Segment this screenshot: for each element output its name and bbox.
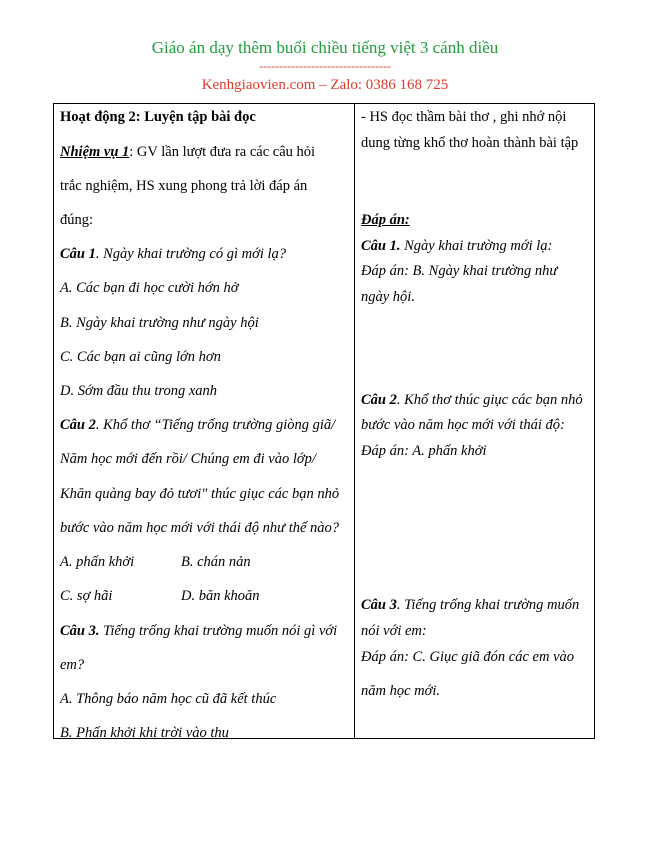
- question-2-option-a: A. phấn khởi: [60, 554, 135, 570]
- header-divider: ---------------------------------: [259, 59, 391, 73]
- question-3-label: Câu 3.: [60, 623, 100, 639]
- column-divider: [354, 103, 355, 739]
- answer-1: [361, 237, 552, 255]
- task-line-1: [60, 143, 315, 161]
- answer-1-label: Câu 1.: [361, 238, 401, 254]
- question-3: [60, 622, 337, 640]
- student-intro-2: dung từng khổ thơ hoàn thành bài tập: [361, 135, 579, 151]
- task-text-3: đúng:: [60, 212, 94, 228]
- question-1-option-a: A. Các bạn đi học cười hớn hở: [60, 280, 239, 296]
- question-2-line-2: Năm học mới đến rồi/ Chúng em đi vào lớp/: [60, 451, 316, 467]
- answer-1-key-2: ngày hội.: [361, 289, 415, 305]
- question-3-line-2: em?: [60, 657, 85, 673]
- answer-1-key-1: Đáp án: B. Ngày khai trường như: [361, 263, 558, 279]
- question-1-option-b: B. Ngày khai trường như ngày hội: [60, 315, 259, 331]
- activity-title: Hoạt động 2: Luyện tập bài đọc: [60, 109, 256, 125]
- header-contact: Kenhgiaovien.com – Zalo: 0386 168 725: [201, 77, 449, 93]
- question-3-line-1: Tiếng trống khai trường muốn nói gì với: [99, 623, 338, 639]
- answer-3-text-1: . Tiếng trống khai trường muốn: [396, 597, 580, 613]
- question-2-line-4: bước vào năm học mới với thái độ như thế nào?: [60, 520, 340, 536]
- question-1-option-c: C. Các bạn ai cũng lớn hơn: [60, 349, 221, 365]
- task-label: Nhiệm vụ 1: [60, 144, 130, 160]
- question-2-option-d: D. băn khoăn: [181, 588, 260, 604]
- question-1-label: Câu 1: [60, 246, 96, 262]
- answer-3-text-2: nói với em:: [361, 623, 427, 639]
- answer-heading: Đáp án:: [361, 212, 410, 228]
- question-1-text: . Ngày khai trường có gì mới lạ?: [95, 246, 286, 262]
- task-text-2: trắc nghiệm, HS xung phong trả lời đáp án: [60, 178, 308, 194]
- answer-2-key: Đáp án: A. phấn khởi: [361, 443, 487, 459]
- answer-3: [361, 596, 579, 614]
- question-2-label: Câu 2: [60, 417, 96, 433]
- answer-3-label: Câu 3: [361, 597, 397, 613]
- student-intro-1: - HS đọc thầm bài thơ , ghi nhớ nội: [361, 109, 567, 125]
- answer-3-key-1: Đáp án: C. Giục giã đón các em vào: [361, 649, 575, 665]
- answer-1-text: Ngày khai trường mới lạ:: [400, 238, 553, 254]
- answer-2-label: Câu 2: [361, 392, 397, 408]
- question-2: [60, 416, 335, 434]
- question-2-option-c: C. sợ hãi: [60, 588, 113, 604]
- answer-2: [361, 391, 583, 409]
- question-2-option-b: B. chán nản: [181, 554, 251, 570]
- question-2-line-1: . Khổ thơ “Tiếng trống trường giòng giã/: [95, 417, 336, 433]
- answer-2-text-2: bước vào năm học mới với thái độ:: [361, 417, 565, 433]
- question-3-option-a: A. Thông báo năm học cũ đã kết thúc: [60, 691, 277, 707]
- answer-3-key-2: năm học mới.: [361, 683, 441, 699]
- task-text-1: : GV lần lượt đưa ra các câu hỏi: [129, 144, 316, 160]
- question-3-option-b: B. Phấn khởi khi trời vào thu: [60, 725, 229, 741]
- question-1-option-d: D. Sớm đầu thu trong xanh: [60, 383, 218, 399]
- question-2-line-3: Khăn quàng bay đỏ tươi" thúc giục các bạn nhỏ: [60, 486, 340, 502]
- document-title: Giáo án dạy thêm buổi chiều tiếng việt 3 cánh diều: [151, 38, 499, 57]
- question-1: [60, 245, 286, 263]
- answer-2-text-1: . Khổ thơ thúc giục các bạn nhỏ: [396, 392, 583, 408]
